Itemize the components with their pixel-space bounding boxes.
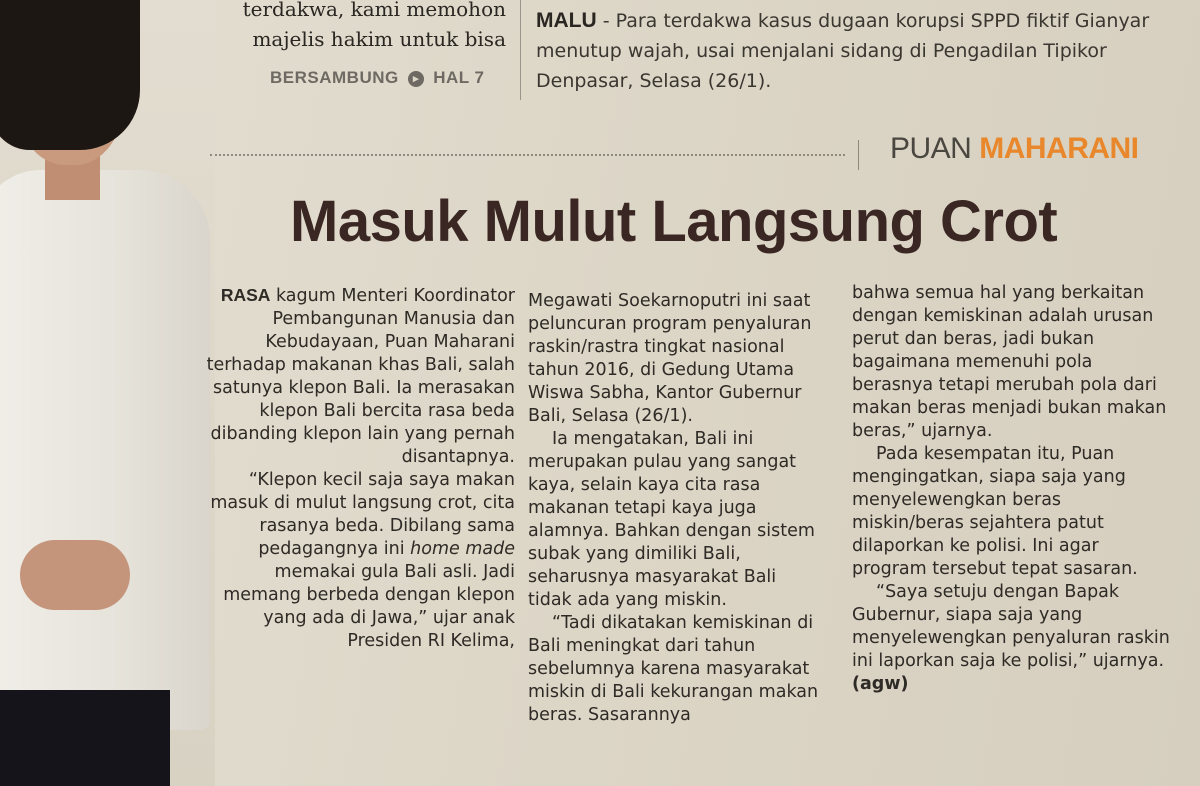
paragraph: Ia mengatakan, Bali ini merupakan pulau yang sangat kaya, selain kaya cita rasa makanan tetapi kaya juga alamnya. Bahkan dengan sistem subak yang dimiliki Bali, seharusnya masyarakat Bali tidak ada yang miskin.	[528, 429, 815, 610]
arrow-right-icon: ▸	[408, 71, 424, 87]
paragraph	[852, 581, 1177, 696]
kicker-first: PUAN	[890, 132, 972, 165]
continued-page: HAL 7	[433, 68, 485, 87]
photo-caption	[536, 6, 1176, 96]
paragraph-text: “Klepon kecil saja saya makan masuk di mulut langsung crot, cita rasanya beda. Dibilang sama pedagangnya ini	[210, 470, 515, 559]
kicker-divider	[858, 140, 859, 170]
article-column-1	[205, 284, 515, 653]
dotted-rule	[210, 154, 845, 156]
byline: (agw)	[852, 674, 909, 694]
continued-label: BERSAMBUNG	[270, 68, 399, 87]
italic-phrase: home made	[410, 539, 515, 559]
continued-jump-label	[270, 68, 485, 88]
caption-text: - Para terdakwa kasus dugaan korupsi SPPD fiktif Gianyar menutup wajah, usai menjalani sidang di Pengadilan Tipikor Denpasar, Selasa (26/1).	[536, 10, 1150, 92]
paragraph: Pada kesempatan itu, Puan mengingatkan, siapa saja yang menyelewengkan beras miskin/beras sejahtera patut dilaporkan ke polisi. Ini agar program tersebut tepat sasaran.	[852, 444, 1138, 579]
paragraph: “Tadi dikatakan kemiskinan di Bali meningkat dari tahun sebelumnya karena masyarakat miskin di Bali kekurangan makan beras. Sasarannya	[528, 613, 819, 725]
paragraph: Megawati Soekarnoputri ini saat peluncuran program penyaluran raskin/rastra tingkat nasional tahun 2016, di Gedung Utama Wiswa Sabha, Kantor Gubernur Bali, Selasa (26/1).	[528, 291, 812, 426]
photo-puan-maharani	[0, 0, 215, 786]
paragraph	[205, 284, 515, 469]
continued-story-text	[216, 0, 506, 54]
paragraph-text: memakai gula Bali asli. Jadi memang berbeda dengan klepon yang ada di Jawa,” ujar anak Presiden RI Kelima,	[223, 562, 515, 651]
headline: Masuk Mulut Langsung Crot	[290, 189, 1058, 254]
kicker-second: MAHARANI	[979, 132, 1139, 165]
article-column-3	[852, 282, 1177, 696]
continued-line-2: majelis hakim untuk bisa	[252, 27, 506, 51]
column-divider	[520, 0, 521, 100]
paragraph-text: kagum Menteri Koordinator Pembangunan Manusia dan Kebudayaan, Puan Maharani terhadap makanan khas Bali, salah satunya klepon Bali. Ia merasakan klepon Bali bercita rasa beda dibanding klepon lain yang pernah disantapnya.	[206, 286, 515, 467]
caption-lead: MALU	[536, 9, 597, 32]
article-lead-word: RASA	[220, 285, 271, 305]
article-column-2	[528, 290, 823, 727]
paragraph-text: “Saya setuju dengan Bapak Gubernur, siapa saja yang menyelewengkan penyaluran raskin ini laporkan saja ke polisi,” ujarnya.	[852, 582, 1170, 671]
kicker	[890, 132, 1139, 166]
paragraph: bahwa semua hal yang berkaitan dengan kemiskinan adalah urusan perut dan beras, jadi bukan bagaimana memenuhi pola berasnya tetapi merubah pola dari makan beras menjadi bukan makan beras,” ujarnya.	[852, 283, 1167, 441]
paragraph	[205, 469, 515, 653]
continued-line-1: terdakwa, kami memohon	[242, 0, 506, 21]
